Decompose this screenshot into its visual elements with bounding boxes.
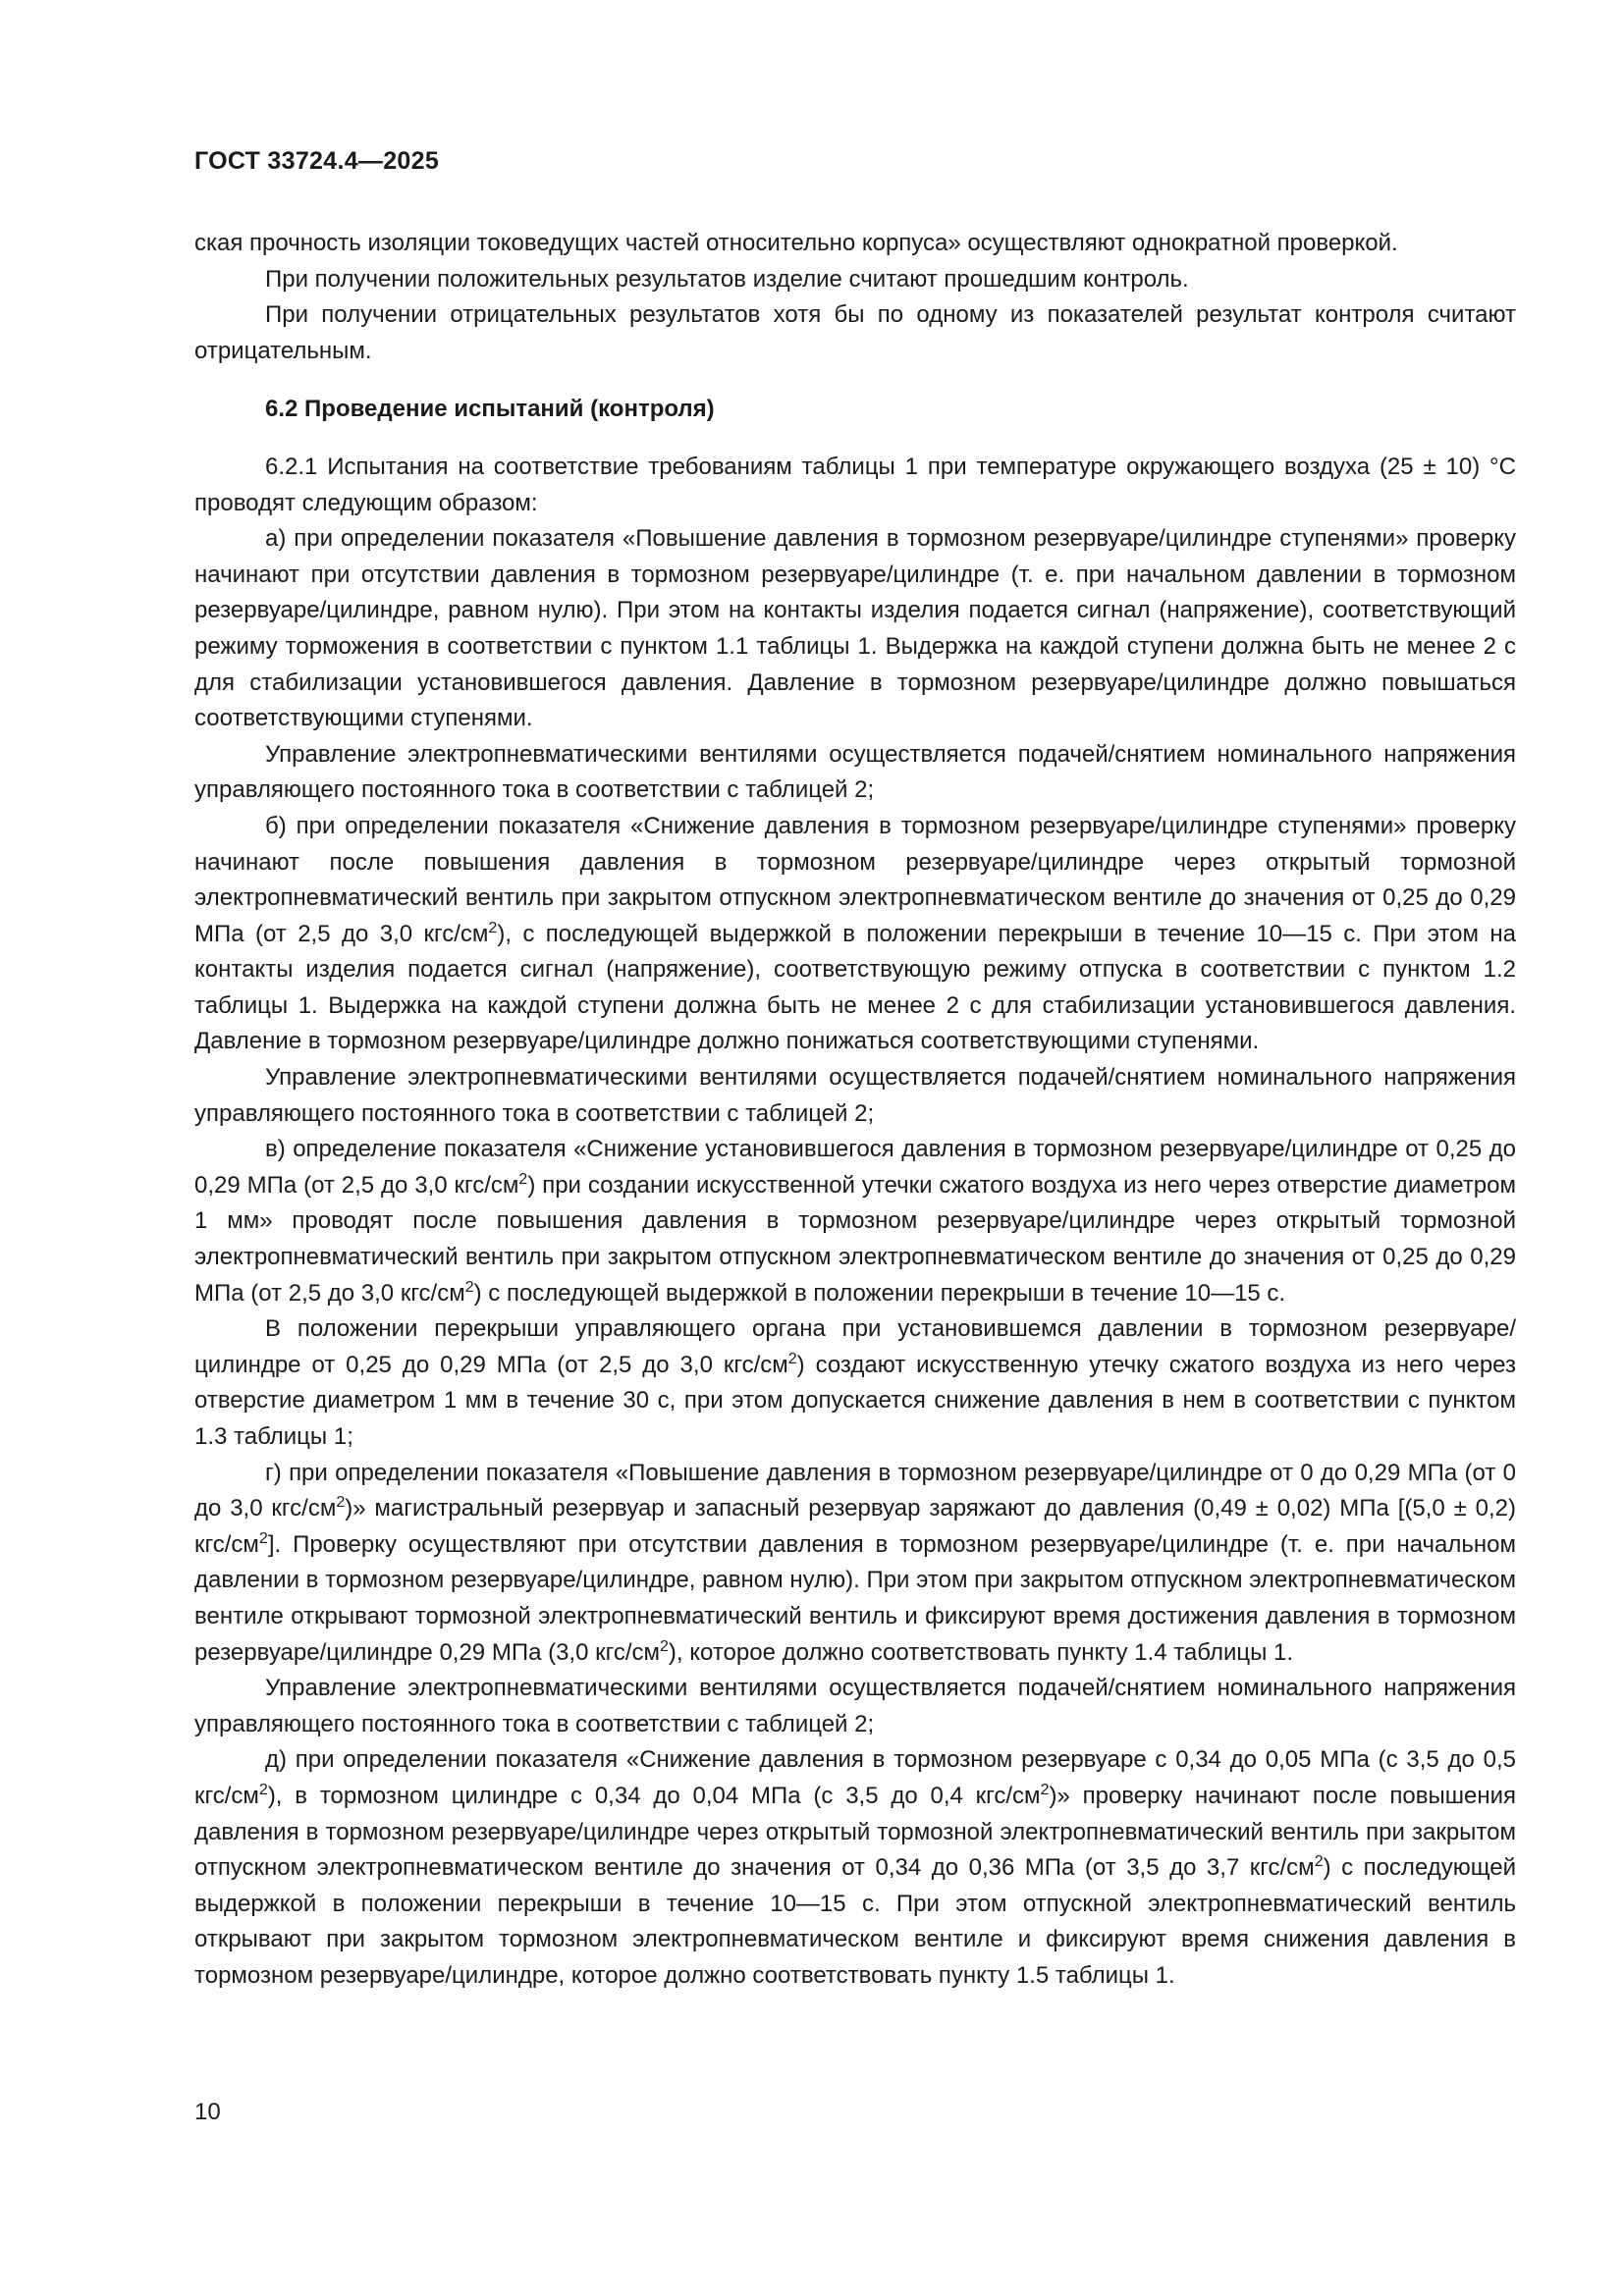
paragraph: При получении отрицательных результатов хотя бы по одному из показателей результат контроля считают отрицательным.: [194, 301, 1516, 364]
section-title: 6.2 Проведение испытаний (контроля): [265, 396, 715, 423]
paragraph: а) при определении показателя «Повышение давления в тормозном резервуаре/цилиндре ступенями» проверку начинают при отсутствии давления в тормозном резервуаре/цилиндре (т. е. при начальном давлении в тормозном резервуаре/цилиндре, равном нулю). При этом на контакты изделия подается сигнал (напряжение), соответствующий режиму торможения в соответствии с пунктом 1.1 таблицы 1. Выдержка на каждой ступени должна быть не менее 2 с для стабилизации установившегося давления. Давление в тормозном резервуаре/цилиндре должно повышаться соответствующими ступенями.: [194, 525, 1516, 732]
text-run: ), с последующей выдержкой в положении перекрыши в течение 10—15 с. При этом на контакты изделия подается сигнал (напряжение), соответствующую режиму отпуска в соответствии с пунктом 1.2 таблицы 1. Выдержка на каждой ступени должна быть не менее 2 с для стабилизации установившегося давления. Давление в тормозном резервуаре/цилиндре должно понижаться соответствующими ступенями.: [194, 920, 1516, 1055]
superscript: 2: [336, 1494, 346, 1512]
paragraph: [194, 1311, 1516, 1455]
text-run: В положении перекрыши управляющего органа при установившемся давлении в тормозном резервуаре/цилиндре от 0,25 до 0,29 МПа (от 2,5 до 3,0 кгс/см: [194, 1315, 1516, 1378]
text-run: ) при создании искусственной утечки сжатого воздуха из него через отверстие диаметром 1 мм» проводят после повышения давления в тормозном резервуаре/цилиндре через открытый тормозной электропневматический вентиль при закрытом отпускном электропневматическом вентиле до значения от 0,25 до 0,29 МПа (от 2,5 до 3,0 кгс/см: [194, 1171, 1517, 1307]
paragraph: При получении положительных результатов изделие считают прошедшим контроль.: [265, 265, 1189, 293]
text-run: б) при определении показателя «Снижение давления в тормозном резервуаре/цилиндре ступенями» проверку начинают после повышения давления в тормозном резервуаре/цилиндре через открытый тормозной электропневматический вентиль при закрытом отпускном электропневматическом вентиле до значения от 0,25 до 0,29 МПа (от 2,5 до 3,0 кгс/см: [194, 812, 1516, 947]
paragraph: Управление электропневматическими вентилями осуществляется подачей/снятием номинального напряжения управляющего постоянного тока в соответствии с таблицей 2;: [194, 1675, 1516, 1737]
superscript: 2: [787, 1350, 797, 1367]
superscript: 2: [464, 1278, 474, 1296]
paragraph: [194, 1742, 1516, 1994]
text-run: в) определение показателя «Снижение установившегося давления в тормозном резервуаре/цилиндре от 0,25 до 0,29 МПа (от 2,5 до 3,0 кгс/см: [194, 1136, 1516, 1199]
text-run: г) при определении показателя «Повышение давления в тормозном резервуаре/цилиндре от 0 до 0,29 МПа (от 0 до 3,0 кгс/см: [194, 1459, 1516, 1522]
page-number: 10: [194, 2099, 221, 2125]
superscript: 2: [1040, 1781, 1050, 1798]
paragraph: [194, 1456, 1516, 1672]
paragraph: Управление электропневматическими вентилями осуществляется подачей/снятием номинального напряжения управляющего постоянного тока в соответствии с таблицей 2;: [194, 1064, 1516, 1127]
text-run: ) с последующей выдержкой в положении перекрыши в течение 10—15 с. При этом отпускной электропневматический вентиль открывают при закрытом тормозном электропневматическом вентиле и фиксируют время снижения давления в тормозном резервуаре/цилиндре, которое должно соответствовать пункту 1.5 таблицы 1.: [194, 1854, 1516, 1989]
paragraph: 6.2.1 Испытания на соответствие требованиям таблицы 1 при температуре окружающего воздуха (25 ± 10) °С проводят следующим образом:: [194, 453, 1516, 516]
superscript: 2: [518, 1170, 528, 1188]
paragraph: [194, 1132, 1516, 1311]
superscript: 2: [258, 1529, 268, 1547]
text-run: ), в тормозном цилиндре с 0,34 до 0,04 МПа (с 3,5 до 0,4 кгс/см: [267, 1782, 1041, 1809]
superscript: 2: [660, 1637, 669, 1655]
text-run: ), которое должно соответствовать пункту 1.4 таблицы 1.: [668, 1638, 1294, 1666]
superscript: 2: [258, 1781, 268, 1798]
superscript: 2: [488, 919, 498, 936]
document-body: [194, 226, 1516, 1995]
superscript: 2: [1314, 1853, 1324, 1871]
paragraph: Управление электропневматическими вентилями осуществляется подачей/снятием номинального напряжения управляющего постоянного тока в соответствии с таблицей 2;: [194, 740, 1516, 804]
text-run: ]. Проверку осуществляют при отсутствии давления в тормозном резервуаре/цилиндре (т. е. при начальном давлении в тормозном резервуаре/цилиндре, равном нулю). При этом при закрытом отпускном электропневматическом вентиле открывают тормозной электропневматический вентиль и фиксируют время достижения давления в тормозном резервуаре/цилиндре 0,29 МПа (3,0 кгс/см: [194, 1530, 1516, 1666]
text-run: )» проверку начинают после повышения давления в тормозном резервуаре/цилиндре через открытый тормозной электропневматический вентиль при закрытом отпускном электропневматическом вентиле до значения от 0,34 до 0,36 МПа (от 3,5 до 3,7 кгс/см: [194, 1782, 1516, 1882]
text-run: д) при определении показателя «Снижение давления в тормозном резервуаре с 0,34 до 0,05 МПа (с 3,5 до 0,5 кгс/см: [194, 1746, 1516, 1809]
text-run: ) с последующей выдержкой в положении перекрыши в течение 10—15 с.: [473, 1279, 1286, 1307]
paragraph: ская прочность изоляции токоведущих частей относительно корпуса» осуществляют однократной проверкой.: [194, 230, 1398, 256]
document-page: [194, 0, 1516, 2296]
paragraph: [194, 809, 1516, 1060]
document-header: ГОСТ 33724.4—2025: [194, 147, 440, 175]
text-run: ) создают искусственную утечку сжатого воздуха из него через отверстие диаметром 1 мм в течение 30 с, при этом допускается снижение давления в нем в соответствии с пунктом 1.3 таблицы 1;: [194, 1351, 1516, 1450]
text-run: )» магистральный резервуар и запасный резервуар заряжают до давления (0,49 ± 0,02) МПа [(5,0 ± 0,2) кгс/см: [194, 1495, 1516, 1558]
